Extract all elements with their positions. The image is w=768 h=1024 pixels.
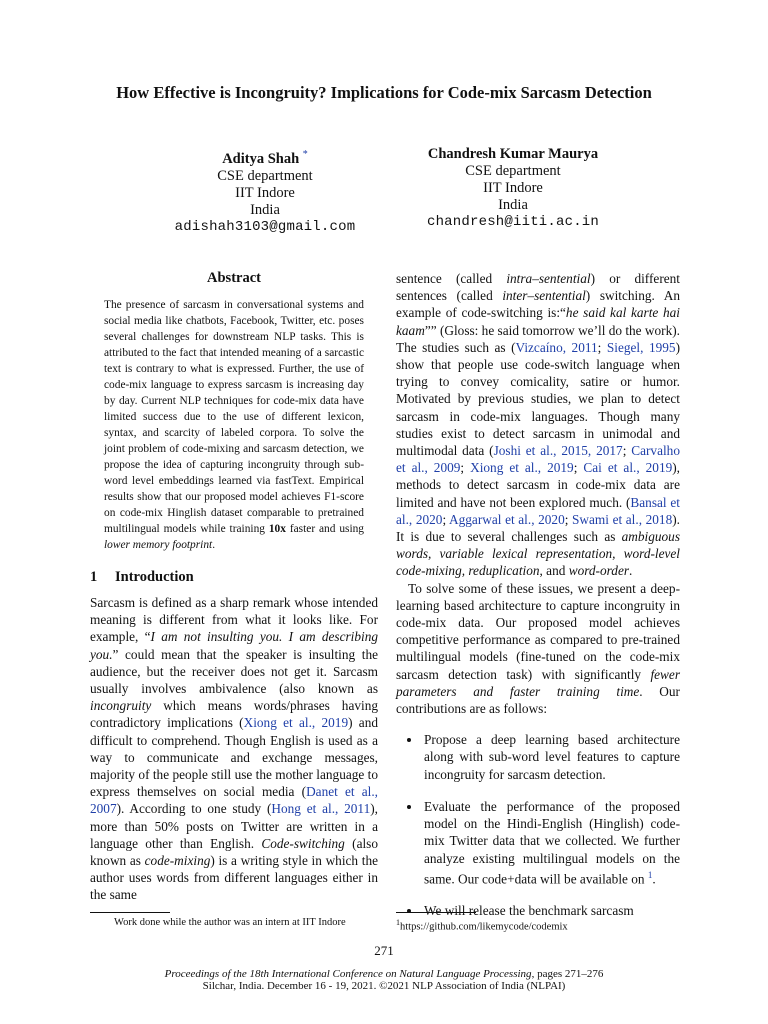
intro-paragraph: Sarcasm is defined as a sharp remark whose intended meaning is different from what it looks like. For example, “I am not insulting you. I am describing you.” could mean that the speaker is insulting the audience, but the receiver does not get it. Sarcasm usually involves ambivalence (also known as incongruity which means words/phrases having contradictory implications (Xiong et al., 2019) and difficult to comprehend. Though English is used as a way to communicate and exchange messages, majority of the people still use the mother language to express themselves on social media (Danet et al., 2007). According to one study (Hong et al., 2011), more than 50% posts on Twitter are written in a language other than English. Code-switching (also known as code-mixing) is a writing style in which the author uses words from different languages either in the same <box>90 595 379 903</box>
citation-link[interactable]: Hong et al., 2011 <box>271 801 371 817</box>
footnote-link[interactable]: 1 <box>647 869 653 880</box>
citation-link[interactable]: Joshi et al., 2015, 2017 <box>493 443 623 459</box>
proceedings-footer: Proceedings of the 18th International Conference on Natural Language Processing, pages 271–276 Silchar, India. December 16 - 19, 2021. ©2021 NLP Association of India (NLPAI) <box>164 968 604 992</box>
page-number: 271 <box>374 943 394 958</box>
abstract-text: The presence of sarcasm in conversational systems and social media like chatbots, Facebook, Twitter, etc. poses several challenges for downstream NLP tasks. This is attributed to the fact that intended meaning of a sarcastic text is contrary to what is expressed. Further, the use of code-mix language to express sarcasm is increasing day by day. Current NLP techniques for code-mix data have limited success due to the use of different lexicon, syntax, and scarcity of labeled corpora. To solve the joint problem of code-mixing and sarcasm detection, we propose the idea of capturing incongruity through sub-word level embeddings learned via fastText. Empirical results show that our proposed model achieves F1-score on code-mix Hinglish dataset comparable to pretrained multilingual models while training 10x faster and using lower memory footprint. <box>104 299 364 551</box>
citation-link[interactable]: Cai et al., 2019 <box>583 460 673 476</box>
citation-link[interactable]: Carvalho et al., 2009 <box>396 443 680 476</box>
contribution-list <box>396 731 680 919</box>
contribution-paragraph: To solve some of these issues, we present a deep-learning based architecture to capture incongruity in code-mix data. Our proposed model achieves competitive performance as compared to pre-trained multilingual models (fine-tuned on the code-mix sarcasm detection task) with significantly fewer parameters and faster training time. Our contributions are as follows: <box>396 580 680 717</box>
author-2-email: chandresh@iiti.ac.in <box>426 214 600 230</box>
citation-link[interactable]: Swami et al., 2018 <box>572 511 673 527</box>
left-column <box>90 270 378 904</box>
author-1-name: Aditya Shah <box>222 150 300 167</box>
abstract-heading: Abstract <box>207 270 261 286</box>
footnote-rule-left <box>90 912 170 913</box>
contribution-item: • We will release the benchmark sarcasm <box>422 902 680 919</box>
footnote-rule-right <box>396 912 476 913</box>
citation-link[interactable]: Xiong et al., 2019 <box>243 715 349 731</box>
author-2-institution: IIT Indore <box>483 180 543 196</box>
citation-link[interactable]: Danet et al., 2007 <box>90 784 378 817</box>
author-1-dept: CSE department <box>217 167 313 184</box>
contribution-item: • Evaluate the performance of the proposed model on the Hindi-English (Hinglish) code-mix Twitter data that we collected. We further analyze existing multilingual models on the same. Our code+data will be available on $^1$. <box>422 798 680 887</box>
footnote-right: $^1$https://github.com/likemycode/codemix <box>396 918 568 933</box>
citation-link[interactable]: Vizcaíno, 2011 <box>515 339 598 355</box>
intro-paragraph-continued: sentence (called intra–sentential) or different sentences (called inter–sentential) switching. An example of code-switching is:“he said kal karte hai kaam”” (Gloss: he said tomorrow we’ll do the work). The studies such as (Vizcaíno, 2011; Siegel, 1995) show that people use code-switch language when trying to convey comicality, satire or humor. Motivated by previous studies, we plan to detect sarcasm in code-mix languages. Though many studies exist to detect sarcasm in unimodal and multimodal data (Joshi et al., 2015, 2017; Carvalho et al., 2009; Xiong et al., 2019; Cai et al., 2019), methods to detect sarcasm in code-mix data are limited and have not been explored much. (Bansal et al., 2020; Aggarwal et al., 2020; Swami et al., 2018). It is due to several challenges such as ambiguous words, variable lexical representation, word-level code-mixing, reduplication, and word-order. <box>396 271 681 579</box>
author-2-name: Chandresh Kumar Maurya <box>427 146 599 162</box>
contribution-item: • Propose a deep learning based architecture along with sub-word level features to capture incongruity for sarcasm detection. <box>422 731 680 783</box>
author-2-country: India <box>498 197 528 213</box>
author-1-institution: IIT Indore <box>235 184 295 201</box>
author-1-country: India <box>250 201 280 218</box>
paper-title: How Effective is Incongruity? Implications for Code-mix Sarcasm Detection <box>116 83 652 102</box>
author-1 <box>150 146 380 236</box>
footnote-left: Work done while the author was an intern at IIT Indore <box>114 917 346 928</box>
citation-link[interactable]: Siegel, 1995 <box>606 339 676 355</box>
right-column <box>396 270 680 935</box>
section-heading-introduction: 1 Introduction <box>90 569 194 585</box>
citation-link[interactable]: Bansal et al., 2020 <box>396 494 680 527</box>
author-1-email: adishah3103@gmail.com <box>174 218 356 235</box>
citation-link[interactable]: Aggarwal et al., 2020 <box>449 511 565 527</box>
citation-link[interactable]: Xiong et al., 2019 <box>470 460 574 476</box>
author-2 <box>398 146 628 231</box>
author-1-footnote-mark[interactable]: * <box>302 149 308 160</box>
github-url-link[interactable]: https://github.com/likemycode/codemix <box>400 921 568 933</box>
author-2-dept: CSE department <box>465 163 561 179</box>
